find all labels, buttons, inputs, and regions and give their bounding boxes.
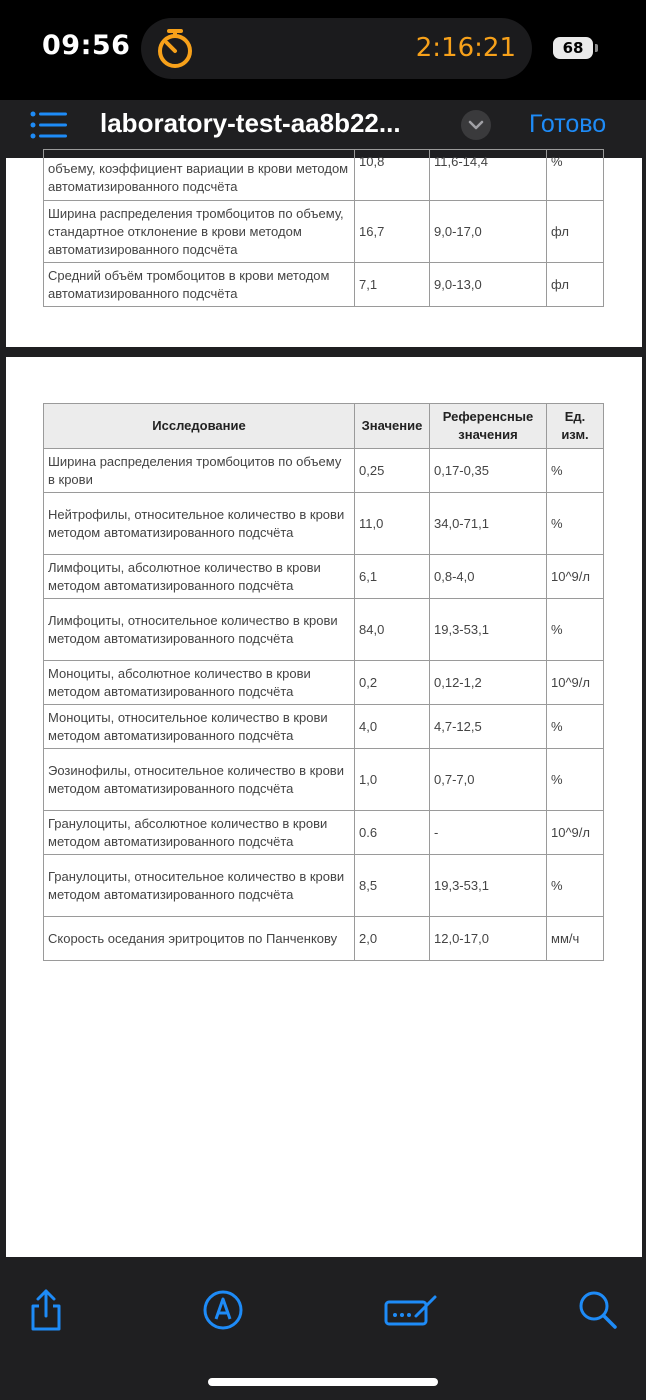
table-row xyxy=(44,493,604,555)
share-icon[interactable] xyxy=(24,1288,68,1332)
value-cell: 7,1 xyxy=(355,263,430,307)
status-bar xyxy=(0,0,646,100)
value-cell: 84,0 xyxy=(355,599,430,661)
reference-cell: 12,0-17,0 xyxy=(430,917,547,961)
table-row xyxy=(44,599,604,661)
value-cell: 11,0 xyxy=(355,493,430,555)
unit-cell: фл xyxy=(547,263,604,307)
reference-cell: 9,0-17,0 xyxy=(430,201,547,263)
test-name-cell: Ширина распределения тромбоцитов по объему, стандартное отклонение в крови методом автоматизированного подсчёта xyxy=(44,201,355,263)
value-cell: 6,1 xyxy=(355,555,430,599)
test-name-cell: Гранулоциты, относительное количество в крови методом автоматизированного подсчёта xyxy=(44,855,355,917)
unit-cell: 10^9/л xyxy=(547,811,604,855)
unit-cell: фл xyxy=(547,201,604,263)
timer-icon xyxy=(153,27,197,71)
header-unit: Ед. изм. xyxy=(547,404,604,449)
reference-cell: 9,0-13,0 xyxy=(430,263,547,307)
table-header-row xyxy=(44,404,604,449)
table-row xyxy=(44,855,604,917)
test-name-cell: Эозинофилы, относительное количество в крови методом автоматизированного подсчёта xyxy=(44,749,355,811)
document-page-2 xyxy=(6,357,642,1257)
table-row xyxy=(44,811,604,855)
test-name-cell: Нейтрофилы, относительное количество в крови методом автоматизированного подсчёта xyxy=(44,493,355,555)
unit-cell: % xyxy=(547,855,604,917)
table-row xyxy=(44,917,604,961)
test-name-cell: Ширина распределения тромбоцитов по объему в крови xyxy=(44,449,355,493)
results-table-2 xyxy=(43,403,604,961)
reference-cell: 34,0-71,1 xyxy=(430,493,547,555)
header-test: Исследование xyxy=(44,404,355,449)
unit-cell: % xyxy=(547,705,604,749)
reference-cell: 4,7-12,5 xyxy=(430,705,547,749)
table-row xyxy=(44,555,604,599)
reference-cell: 19,3-53,1 xyxy=(430,599,547,661)
test-name-cell: Средний объём тромбоцитов в крови методом автоматизированного подсчёта xyxy=(44,263,355,307)
value-cell: 0,2 xyxy=(355,661,430,705)
dynamic-island[interactable] xyxy=(141,18,532,79)
table-row xyxy=(44,263,604,307)
value-cell: 10,8 xyxy=(355,150,430,201)
header-reference: Референсные значения xyxy=(430,404,547,449)
test-name-cell: Лимфоциты, относительное количество в крови методом автоматизированного подсчёта xyxy=(44,599,355,661)
done-button[interactable]: Готово xyxy=(529,110,607,138)
status-time: 09:56 xyxy=(42,30,131,61)
reference-cell: 11,6-14,4 xyxy=(430,150,547,201)
bottom-toolbar xyxy=(0,1258,646,1400)
home-indicator[interactable] xyxy=(208,1378,438,1386)
timer-readout: 2:16:21 xyxy=(415,33,516,63)
value-cell: 0.6 xyxy=(355,811,430,855)
table-row xyxy=(44,661,604,705)
table-row xyxy=(44,705,604,749)
unit-cell: % xyxy=(547,493,604,555)
value-cell: 1,0 xyxy=(355,749,430,811)
unit-cell: 10^9/л xyxy=(547,555,604,599)
test-name-cell: Моноциты, абсолютное количество в крови методом автоматизированного подсчёта xyxy=(44,661,355,705)
test-name-cell: Гранулоциты, абсолютное количество в крови методом автоматизированного подсчёта xyxy=(44,811,355,855)
value-cell: 16,7 xyxy=(355,201,430,263)
results-table-1 xyxy=(43,149,604,307)
search-icon[interactable] xyxy=(576,1288,620,1332)
battery-indicator: 68 xyxy=(553,37,593,59)
value-cell: 4,0 xyxy=(355,705,430,749)
test-name-cell: Моноциты, относительное количество в крови методом автоматизированного подсчёта xyxy=(44,705,355,749)
value-cell: 2,0 xyxy=(355,917,430,961)
reference-cell: 0,8-4,0 xyxy=(430,555,547,599)
table-row xyxy=(44,749,604,811)
reference-cell: 0,17-0,35 xyxy=(430,449,547,493)
chevron-down-icon xyxy=(461,110,491,140)
test-name-cell: объему, коэффициент вариации в крови методом автоматизированного подсчёта xyxy=(44,150,355,201)
title-menu-button[interactable] xyxy=(461,110,491,140)
unit-cell: % xyxy=(547,749,604,811)
value-cell: 8,5 xyxy=(355,855,430,917)
value-cell: 0,25 xyxy=(355,449,430,493)
reference-cell: - xyxy=(430,811,547,855)
reference-cell: 19,3-53,1 xyxy=(430,855,547,917)
table-row xyxy=(44,150,604,201)
document-title: laboratory-test-aa8b22... xyxy=(100,108,401,138)
unit-cell: % xyxy=(547,449,604,493)
test-name-cell: Лимфоциты, абсолютное количество в крови методом автоматизированного подсчёта xyxy=(44,555,355,599)
unit-cell: % xyxy=(547,150,604,201)
table-row xyxy=(44,449,604,493)
test-name-cell: Скорость оседания эритроцитов по Панченкову xyxy=(44,917,355,961)
unit-cell: % xyxy=(547,599,604,661)
unit-cell: 10^9/л xyxy=(547,661,604,705)
list-icon[interactable] xyxy=(30,110,68,140)
unit-cell: мм/ч xyxy=(547,917,604,961)
form-fill-icon[interactable] xyxy=(384,1288,440,1332)
reference-cell: 0,7-7,0 xyxy=(430,749,547,811)
document-page-1 xyxy=(6,154,642,347)
table-row xyxy=(44,201,604,263)
header-value: Значение xyxy=(355,404,430,449)
reference-cell: 0,12-1,2 xyxy=(430,661,547,705)
markup-icon[interactable] xyxy=(201,1288,245,1332)
